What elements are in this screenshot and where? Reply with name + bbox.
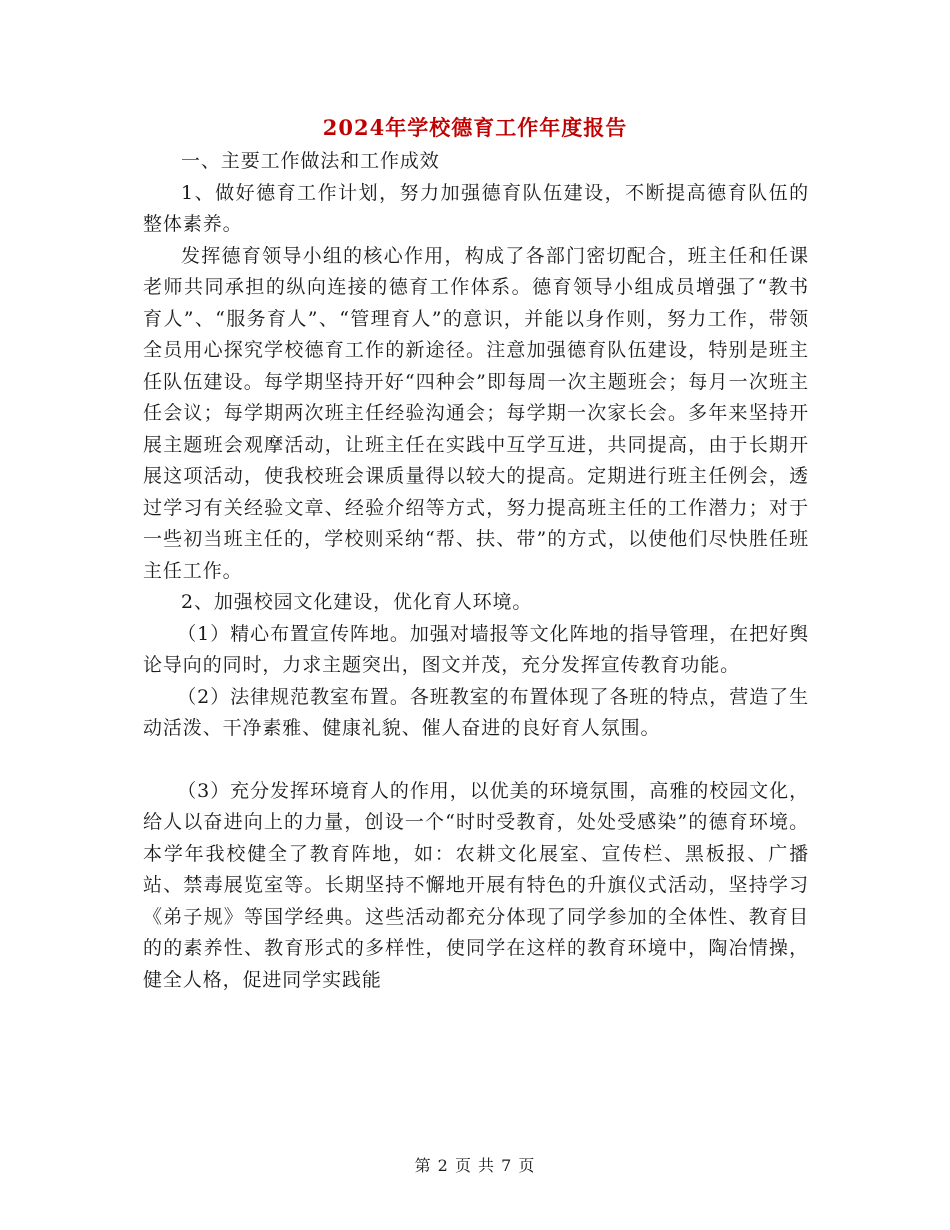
body-paragraph: 发挥德育领导小组的核心作用，构成了各部门密切配合，班主任和任课老师共同承担的纵向连接的德育工作体系。德育领导小组成员增强了“教书育人”、“服务育人”、“管理育人”的意识，并能以身作则，努力工作，带领全员用心探究学校德育工作的新途径。注意加强德育队伍建设，特别是班主任队伍建设。每学期坚持开好“四种会”即每周一次主题班会；每月一次班主任会议；每学期两次班主任经验沟通会；每学期一次家长会。多年来坚持开展主题班会观摩活动，让班主任在实践中互学互进，共同提高，由于长期开展这项活动，使我校班会课质量得以较大的提高。定期进行班主任例会，透过学习有关经验文章、经验介绍等方式，努力提高班主任的工作潜力；对于一些初当班主任的，学校则采纳“帮、扶、带”的方式，以使他们尽快胜任班主任工作。 [143,244,809,582]
section-heading: 一、主要工作做法和工作成效 [181,150,440,172]
document-title: 2024年学校德育工作年度报告 [322,115,628,140]
body-paragraph: （2）法律规范教室布置。各班教室的布置体现了各班的特点，营造了生动活泼、干净素雅、健康礼貌、催人奋进的良好育人氛围。 [143,685,809,739]
body-paragraph: （1）精心布置宣传阵地。加强对墙报等文化阵地的指导管理，在把好舆论导向的同时，力求主题突出，图文并茂，充分发挥宣传教育功能。 [143,622,809,676]
body-paragraph: （3）充分发挥环境育人的作用，以优美的环境氛围，高雅的校园文化，给人以奋进向上的力量，创设一个“时时受教育，处处受感染”的德育环境。本学年我校健全了教育阵地，如：农耕文化展室、宣传栏、黑板报、广播站、禁毒展览室等。长期坚持不懈地开展有特色的升旗仪式活动，坚持学习《弟子规》等国学经典。这些活动都充分体现了同学参加的全体性、教育目的的素养性、教育形式的多样性，使同学在这样的教育环境中，陶冶情操，健全人格，促进同学实践能 [143,779,809,991]
subsection-heading: 1、做好德育工作计划，努力加强德育队伍建设，不断提高德育队伍的整体素养。 [143,181,809,235]
subsection-heading: 2、加强校园文化建设，优化育人环境。 [181,591,533,613]
document-body [143,146,809,996]
page-number-footer: 第 2 页 共 7 页 [414,1156,536,1175]
